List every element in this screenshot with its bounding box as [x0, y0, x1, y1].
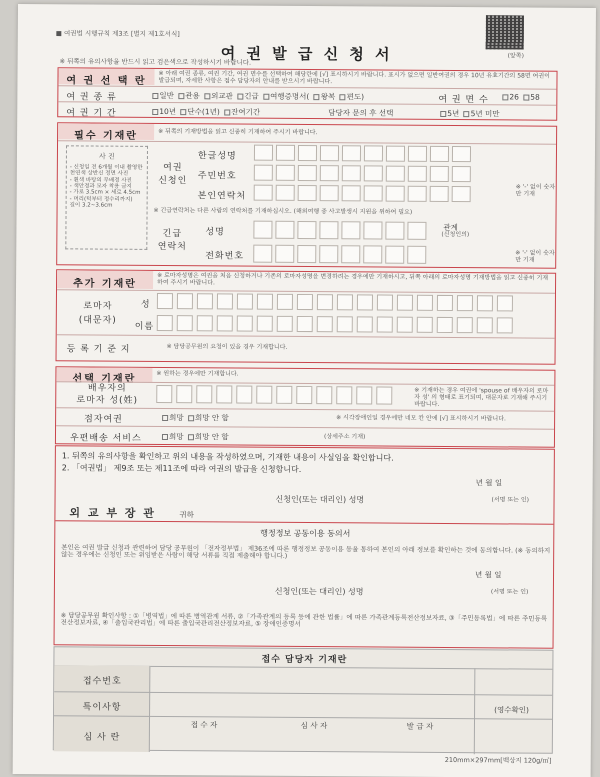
input-cell[interactable] — [298, 185, 317, 201]
passport-type-options[interactable]: 일반 관용 외교관 긴급 여행증명서( 왕복 편도) — [150, 90, 364, 102]
consent-title: 행정정보 공동이용 동의서 — [260, 528, 351, 539]
paper-size: 210mm×297mm[백상지 120g/㎡] — [444, 755, 552, 765]
input-cell[interactable] — [197, 293, 213, 309]
input-cell[interactable] — [253, 245, 272, 263]
input-cell[interactable] — [357, 294, 373, 310]
instruction: ※ 뒤쪽의 유의사항을 반드시 읽고 검은색으로 작성하시기 바랍니다. — [59, 57, 252, 67]
checkbox[interactable] — [340, 94, 346, 100]
input-cell[interactable] — [275, 221, 294, 239]
input-cell[interactable] — [298, 145, 317, 161]
checkbox[interactable] — [263, 94, 269, 100]
application-form — [13, 4, 596, 777]
input-cell[interactable] — [196, 385, 212, 403]
input-cell[interactable] — [320, 185, 339, 201]
input-cell[interactable] — [156, 385, 172, 403]
input-cell[interactable] — [457, 317, 473, 333]
input-cell[interactable] — [320, 165, 339, 181]
input-cell[interactable] — [297, 245, 316, 263]
optional-section: 선택 기재란 ※ 원하는 경우에만 기재합니다. 배우자의 로마자 성(姓) ※ 기재하는 경우 여권에 'spouse of 배우자의 로마자 성' 의 형태로 표기되며, 대문자로 기재해 주시기 바랍니다. 점자여권 희망 희망 안 함 ※ 시각장애인일 경우에만 네모 칸 안에 [√] 표시하시기 바랍니다. 우편배송 서비스 희망 희망 안 함 (상세주소 기재) — [55, 366, 556, 447]
input-cell[interactable] — [497, 317, 513, 333]
checkbox[interactable] — [152, 93, 158, 99]
input-cell[interactable] — [386, 186, 405, 202]
input-cell[interactable] — [397, 295, 413, 311]
input-cell[interactable] — [157, 315, 173, 331]
side-note: (앞쪽) — [507, 52, 524, 60]
input-cell[interactable] — [319, 245, 338, 263]
input-cell[interactable] — [363, 245, 382, 263]
input-cell[interactable] — [316, 386, 332, 404]
input-cell[interactable] — [254, 165, 273, 181]
input-cell[interactable] — [457, 295, 473, 311]
input-cell[interactable] — [376, 387, 392, 405]
mail-options[interactable]: 희망 희망 안 함 — [160, 431, 229, 442]
passport-select-section: 여 권 선 택 란 ※ 아래 여권 종류, 여권 기간, 여권 면수를 선택하여 해당란에 [√] 표시하시기 바랍니다. 표시가 없으면 일반여권의 경우 10년 유효기간의 58면 여권이 발급되며, 자세한 사항은 접수 담당자의 안내를 받으시기 바랍니다. 여 권 종 류 일반 관용 외교관 긴급 여행증명서( 왕복 편도) 여 권 면 수 26 58 여 권 기 간 10년 단수(1년) 잔여기간 담당자 문의 후 선택 5년 5년 미만 — [57, 67, 557, 120]
input-cell[interactable] — [254, 145, 273, 161]
additional-section: 추가 기재란 ※ 로마자성명은 여권을 처음 신청하거나 기존의 로마자성명을 변경하려는 경우에만 기재하시고, 뒤쪽 아래의 로마자성명 기재방법을 읽고 신중히 기재하여 주시기 바랍니다. 로마자 (대문자) 성 이름 등 록 기 준 지 ※ 담당공무원의 요청이 있을 경우 기재합니다. — [56, 269, 557, 364]
checkbox[interactable] — [204, 93, 210, 99]
input-cell[interactable] — [377, 295, 393, 311]
input-cell[interactable] — [236, 386, 252, 404]
input-cell[interactable] — [277, 294, 293, 310]
input-cell[interactable] — [216, 385, 232, 403]
input-cell[interactable] — [217, 293, 233, 309]
input-cell[interactable] — [276, 185, 295, 201]
input-cell[interactable] — [217, 315, 233, 331]
input-cell[interactable] — [385, 222, 404, 240]
input-cell[interactable] — [430, 146, 449, 162]
passport-select-note: ※ 아래 여권 종류, 여권 기간, 여권 면수를 선택하여 해당란에 [√] 표시하시기 바랍니다. 표시가 없으면 일반여권의 경우 10년 유효기간의 58면 여권이 발급되며, 자세한 사항은 접수 담당자의 안내를 받으시기 바랍니다. — [158, 69, 550, 86]
input-cell[interactable] — [364, 185, 383, 201]
input-cell[interactable] — [297, 221, 316, 239]
input-cell[interactable] — [317, 294, 333, 310]
passport-select-label: 여 권 선 택 란 — [66, 75, 147, 87]
input-cell[interactable] — [177, 315, 193, 331]
input-cell[interactable] — [377, 317, 393, 333]
minister-title: 외 교 부 장 관 — [69, 506, 156, 520]
input-cell[interactable] — [417, 295, 433, 311]
input-cell[interactable] — [296, 386, 312, 404]
input-cell[interactable] — [276, 165, 295, 181]
input-cell[interactable] — [407, 246, 426, 264]
input-cell[interactable] — [364, 145, 383, 161]
input-cell[interactable] — [297, 294, 313, 310]
input-cell[interactable] — [277, 316, 293, 332]
input-cell[interactable] — [336, 386, 352, 404]
input-cell[interactable] — [363, 221, 382, 239]
office-section: 접수 담당자 기재란 접수번호 특이사항 심 사 란 접 수 자 심 사 자 발 급 자 (영수확인) — [53, 646, 554, 753]
input-cell[interactable] — [298, 165, 317, 181]
input-cell[interactable] — [275, 245, 294, 263]
checkbox[interactable] — [314, 94, 320, 100]
checkbox[interactable] — [178, 93, 184, 99]
input-cell[interactable] — [452, 146, 471, 162]
input-cell[interactable] — [337, 316, 353, 332]
input-cell[interactable] — [408, 186, 427, 202]
photo-box[interactable]: 사 진 - 신청일 전 6개월 이내 촬영한 천연색 상반신 정면 사진 - 흰색 바탕의 무배경 사진 - 색안경과 모자 착용 금지 - 가로 3.5cm × 세로 4.5cm - 머리(턱부터 정수리까지) 길이 3.2~3.6cm — [65, 145, 148, 250]
input-cell[interactable] — [317, 316, 333, 332]
input-cell[interactable] — [276, 386, 292, 404]
input-cell[interactable] — [197, 315, 213, 331]
input-cell[interactable] — [257, 294, 273, 310]
input-cell[interactable] — [386, 166, 405, 182]
input-cell[interactable] — [297, 316, 313, 332]
input-cell[interactable] — [408, 146, 427, 162]
input-cell[interactable] — [341, 245, 360, 263]
input-cell[interactable] — [477, 317, 493, 333]
input-cell[interactable] — [437, 317, 453, 333]
passport-pages-options[interactable]: 26 58 — [500, 92, 540, 101]
input-cell[interactable] — [477, 295, 493, 311]
input-cell[interactable] — [407, 222, 426, 240]
input-cell[interactable] — [408, 166, 427, 182]
input-cell[interactable] — [342, 145, 361, 161]
input-cell[interactable] — [320, 145, 339, 161]
form-title: 여 권 발 급 신 청 서 — [220, 44, 393, 64]
input-cell[interactable] — [176, 385, 192, 403]
input-cell[interactable] — [157, 293, 173, 309]
regulation-ref: ■ 여권법 시행규칙 제3조 [별지 제1호서식] — [55, 29, 180, 39]
input-cell[interactable] — [177, 293, 193, 309]
input-cell[interactable] — [357, 316, 373, 332]
input-cell[interactable] — [397, 317, 413, 333]
input-cell[interactable] — [237, 294, 253, 310]
input-cell[interactable] — [364, 165, 383, 181]
input-cell[interactable] — [342, 185, 361, 201]
input-cell[interactable] — [257, 316, 273, 332]
input-cell[interactable] — [342, 165, 361, 181]
input-cell[interactable] — [256, 386, 272, 404]
input-cell[interactable] — [430, 186, 449, 202]
input-cell[interactable] — [253, 221, 272, 239]
input-cell[interactable] — [356, 386, 372, 404]
input-cell[interactable] — [452, 186, 471, 202]
input-cell[interactable] — [341, 221, 360, 239]
input-cell[interactable] — [237, 316, 253, 332]
passport-period-options[interactable]: 10년 단수(1년) 잔여기간 — [150, 106, 260, 118]
input-cell[interactable] — [497, 295, 513, 311]
checkbox[interactable] — [237, 94, 243, 100]
input-cell[interactable] — [337, 294, 353, 310]
input-cell[interactable] — [386, 146, 405, 162]
input-cell[interactable] — [430, 166, 449, 182]
input-cell[interactable] — [417, 317, 433, 333]
braille-options[interactable]: 희망 희망 안 함 — [160, 412, 229, 423]
declaration-section: 1. 뒤쪽의 유의사항을 확인하고 위의 내용을 작성하였으며, 기재한 내용이 사실임을 확인합니다. 2. 「여권법」 제9조 또는 제11조에 따라 여권의 발급을 신청합니다. 년 월 일 신청인(또는 대리인) 성명 (서명 또는 인) 외 교 부 장 관 귀하 행정정보 공동이용 동의서 본인은 여권 발급 신청과 관련하여 담당 공무원이 「전자정부법」 제36조에 따른 행정정보 공동이용 등을 통하여 본인의 아래 정보를 확인하는 것에 동의합니다. (※ 동의하지 않는 경우에는 신청인 또는 위임받은 사람이 해당 서류를 직접 제출해야 합니다.) 년 월 일 신청인(또는 대리인) 성명 (서명 또는 인) ※ 담당공무원 확인사항 : ①「병역법」에 따른 병역관계 서류, ②「가족관계의 등록 등에 관한 법률」에 따른 가족관계등록전산정보자료, ③「주민등록법」에 따른 주민등록전산정보자료, ④「출입국관리법」에 따른 출입국관리전산정보자료, ⑤ 장애인증명서 — [54, 445, 555, 648]
required-section: 필수 기재란 ※ 뒤쪽의 기재방법을 읽고 신중히 기재하여 주시기 바랍니다. 사 진 - 신청일 전 6개월 이내 촬영한 천연색 상반신 정면 사진 - 흰색 바탕의 무배경 사진 - 색안경과 모자 착용 금지 - 가로 3.5cm × 세로 4.5cm - 머리(턱부터 정수리까지) 길이 3.2~3.6cm 여권 신청인 한글성명 주민번호 본인연락처 ※ '-' 없이 숫자만 기재 ※ 긴급연락처는 다른 사람의 연락처를 기재하십시오. (해외여행 중 사고발생시 지원을 위하여 필요) 긴급 연락처 성명 전화번호 관계 (신청인의) ※ '-' 없이 숫자만 기재 — [56, 122, 557, 268]
officer-options[interactable]: 5년 5년 미만 — [438, 108, 499, 119]
input-cell[interactable] — [452, 166, 471, 182]
input-cell[interactable] — [254, 185, 273, 201]
input-cell[interactable] — [437, 295, 453, 311]
input-cell[interactable] — [276, 145, 295, 161]
input-cell[interactable] — [319, 221, 338, 239]
input-cell[interactable] — [385, 246, 404, 264]
